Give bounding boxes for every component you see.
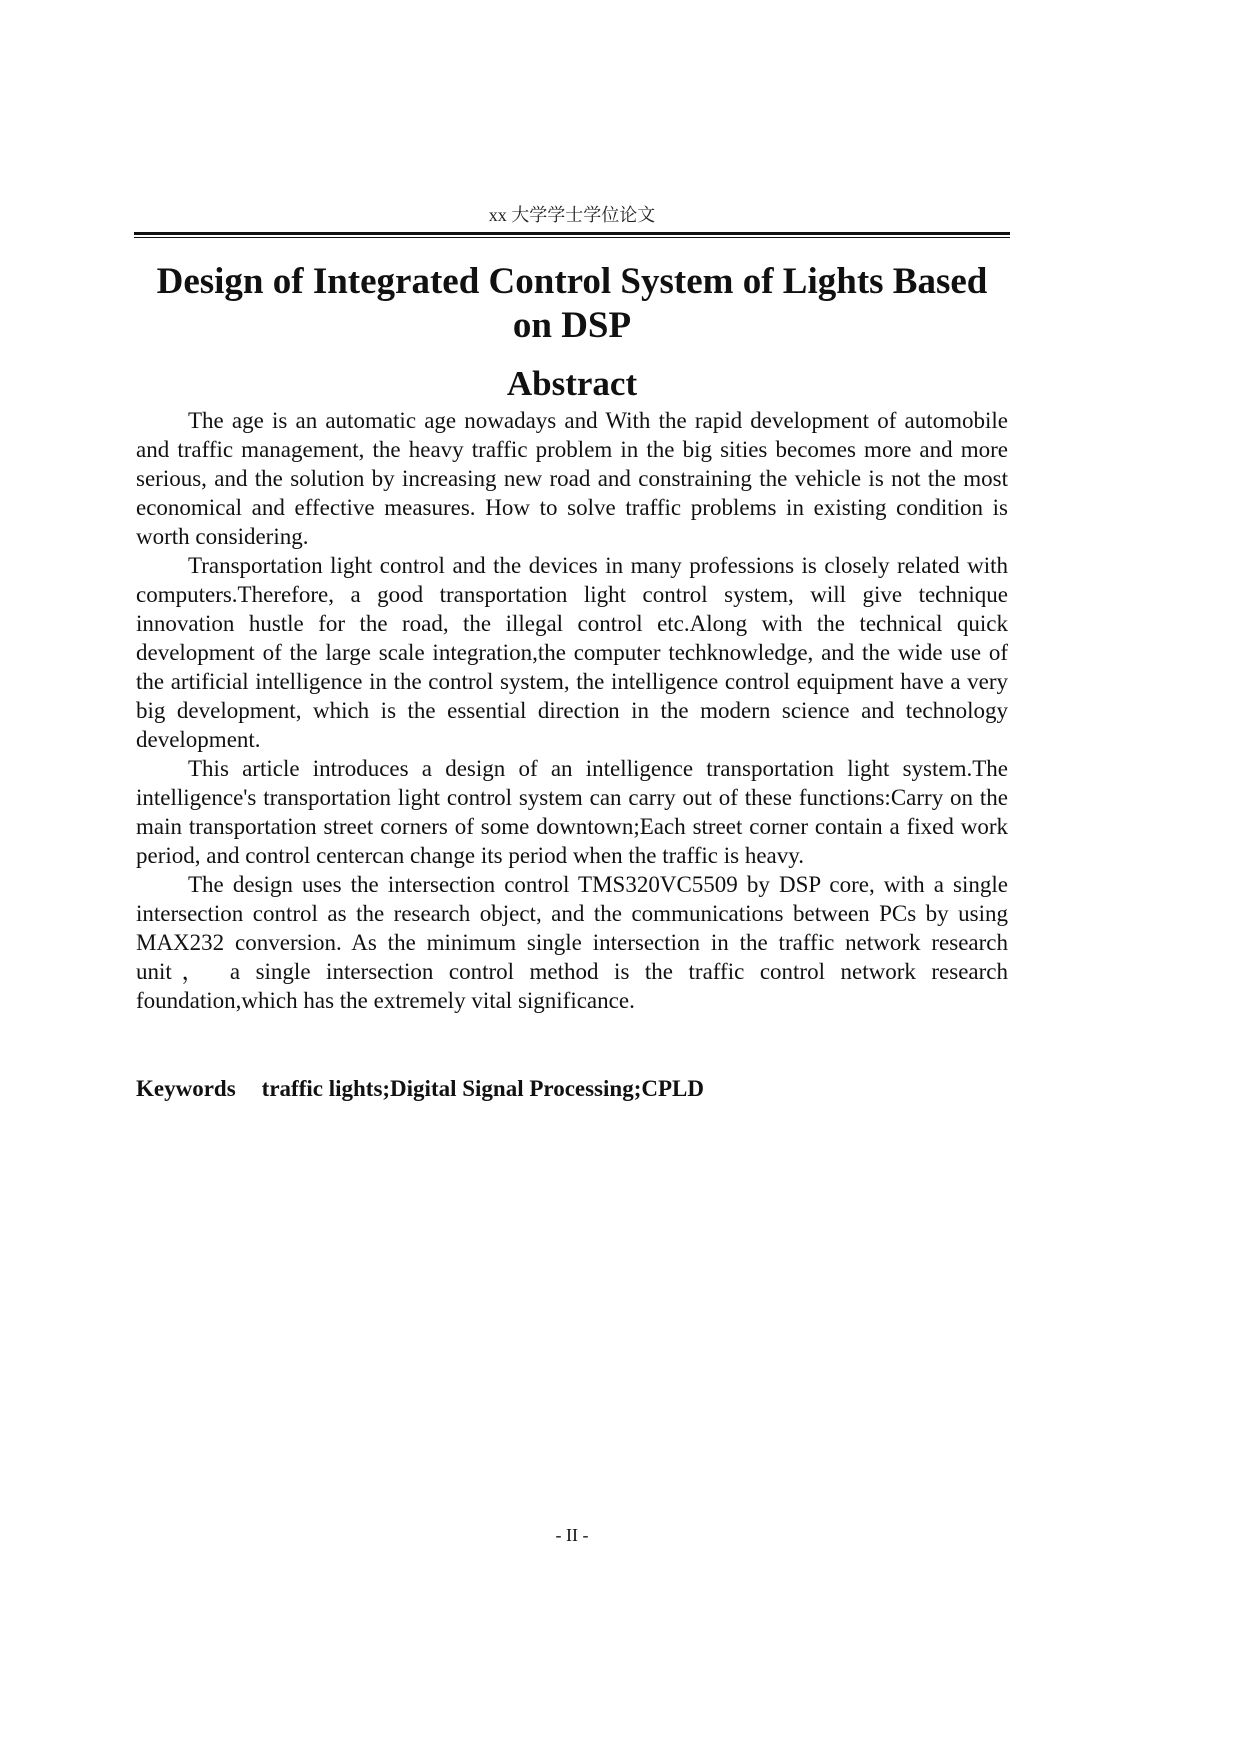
abstract-heading: Abstract — [506, 364, 638, 403]
document-title-line-2: on DSP — [512, 305, 632, 346]
keywords-line — [136, 1074, 1008, 1103]
abstract-paragraph-2: Transportation light control and the devices in many professions is closely related with computers.Therefore, a good transportation light control system, will give technique innovation hustle for the road, the illegal control etc.Along with the technical quick development of the large scale integration,the computer techknowledge, and the wide use of the artificial intelligence in the control system, the intelligence control equipment have a very big development, which is the essential direction in the modern science and technology development. — [136, 553, 1008, 752]
abstract-paragraph-3: This article introduces a design of an intelligence transportation light system.The intelligence's transportation light control system can carry out of these functions:Carry on the main transportation street corners of some downtown;Each street corner contain a fixed work period, and control centercan change its period when the traffic is heavy. — [136, 756, 1008, 868]
header-rule-thick — [134, 232, 1010, 235]
document-title-line-1: Design of Integrated Control System of Lights Based — [156, 261, 988, 302]
keywords-label: Keywords — [136, 1076, 236, 1101]
running-header: xx 大学学士学位论文 — [488, 205, 656, 225]
abstract-paragraph-1: The age is an automatic age nowadays and With the rapid development of automobile and traffic management, the heavy traffic problem in the big sities becomes more and more serious, and the solution by increasing new road and constraining the vehicle is not the most economical and effective measures. How to solve traffic problems in existing condition is worth considering. — [136, 408, 1008, 549]
abstract-body — [136, 406, 1008, 1015]
abstract-paragraph-4: The design uses the intersection control TMS320VC5509 by DSP core, with a single intersection control as the research object, and the communications between PCs by using MAX232 conversion. As the minimum single intersection in the traffic network research unit， a single intersection control method is the traffic control network research foundation,which has the extremely vital significance. — [136, 872, 1008, 1013]
page-number: - II - — [555, 1525, 589, 1545]
header-rule-thin — [134, 237, 1010, 238]
document-title — [134, 260, 1010, 348]
keywords-value: traffic lights;Digital Signal Processing;CPLD — [261, 1076, 704, 1101]
